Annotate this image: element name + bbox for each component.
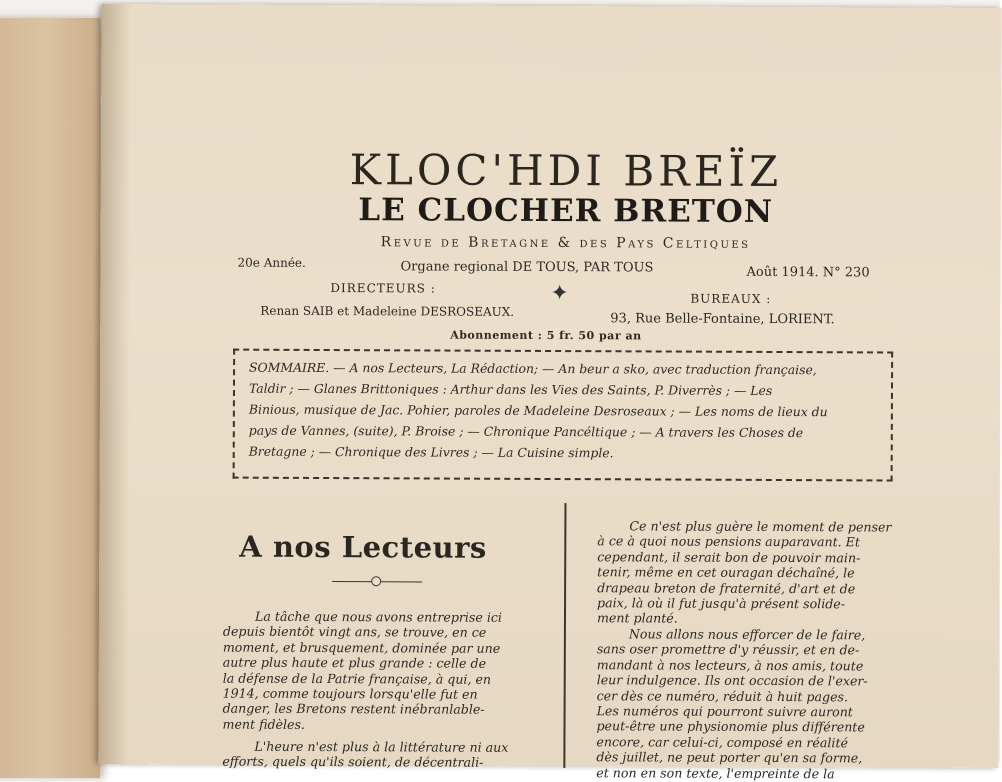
text-line: dès juillet, ne peut porter qu'en sa forme, (596, 749, 863, 766)
text-line: cependant, il serait bon de pouvoir main- (597, 549, 861, 566)
text-line: ment planté. (596, 610, 678, 626)
masthead-revue-line: Revue de Bretagne & des Pays Celtiques (380, 234, 751, 252)
right-column-paragraph-1 (597, 518, 907, 627)
text-line: drapeau breton de fraternité, d'art et de (597, 579, 856, 596)
bureaux-address: 93, Rue Belle-Fontaine, LORIENT. (610, 311, 835, 328)
text-line: Les numéros qui pourront suivre auront (596, 703, 853, 720)
text-line: mandant à nos lecteurs, à nos amis, toute (596, 657, 864, 674)
masthead-subtitle: LE CLOCHER BRETON (358, 192, 774, 230)
text-line: tenir, même en cet ouragan déchaîné, le (597, 564, 855, 581)
text-line: efforts, quels qu'ils soient, de décentrali- (222, 753, 484, 771)
text-line: Nous allons nous efforcer de le faire, (628, 626, 866, 643)
left-column-paragraph-2 (222, 739, 532, 771)
masthead-title: KLOC'HDI BREÏZ (349, 145, 783, 197)
text-line: danger, les Bretons restent inébranlable- (222, 701, 485, 718)
year-label: 20e Année. (237, 255, 306, 270)
right-column-paragraph-2 (596, 626, 907, 781)
text-line: moment, et brusquement, dominée par une (222, 639, 501, 656)
text-line: paix, là où il fut jusqu'à présent solide- (597, 595, 846, 612)
sommaire-line: SOMMAIRE. — A nos Lecteurs, La Rédaction; — An beur a sko, avec traduction française, (249, 359, 817, 378)
text-line: depuis bientôt vingt ans, se trouve, en ce (222, 623, 487, 641)
text-line: leur indulgence. Ils ont occasion de l'exer- (596, 672, 868, 689)
text-line: Ce n'est plus guère le moment de penser (629, 518, 892, 535)
sommaire-line: Binious, musique de Jac. Pohier, paroles de Madeleine Desroseaux ; — Les noms de lieux du (248, 401, 828, 420)
star-ornament-icon: ✦ (550, 281, 569, 307)
heading-ornament-icon (371, 576, 381, 586)
organe-line: Organe regional DE TOUS, PAR TOUS (400, 259, 654, 276)
directeurs-names: Renan SAIB et Madeleine DESROSEAUX. (260, 303, 515, 319)
text-line: peut-être une physionomie plus différente (596, 718, 865, 735)
left-column-paragraph-1 (222, 609, 533, 734)
gutter-shadow (98, 4, 131, 764)
sommaire-line: Bretagne ; — Chronique des Livres ; — La Cuisine simple. (248, 443, 614, 461)
sommaire-line: Taldir ; — Glanes Brittoniques : Arthur dans les Vies des Saints, P. Diverrès ; — Les (248, 380, 773, 398)
column-divider (563, 503, 566, 768)
article-heading: A nos Lecteurs (239, 529, 487, 565)
text-line: et non en son texte, l'empreinte de la (596, 764, 835, 781)
text-line: sans oser promettre d'y réussir, et en de- (596, 641, 860, 658)
text-line: cer dès ce numéro, réduit à huit pages. (596, 687, 849, 704)
left-page-edge (0, 18, 100, 778)
text-line: La tâche que nous avons entreprise ici (254, 608, 503, 625)
text-line: autre plus haute et plus grande : celle de (222, 654, 487, 671)
text-line: 1914, comme toujours lorsqu'elle fut en (222, 685, 478, 702)
directeurs-label: DIRECTEURS : (330, 281, 436, 296)
subscription-line: Abonnement : 5 fr. 50 par an (450, 328, 642, 343)
issue-date: Août 1914. N° 230 (746, 264, 870, 281)
text-line: la défense de la Patrie française, à qui, en (222, 670, 492, 687)
text-line: L'heure n'est plus à la littérature ni aux (254, 738, 509, 755)
text-line: à ce à quoi nous pensions auparavant. Et (597, 533, 860, 550)
bureaux-label: BUREAUX : (690, 291, 772, 306)
text-line: encore, car celui-ci, composé en réalité (596, 734, 849, 751)
sommaire-line: pays de Vannes, (suite), P. Broise ; — Chronique Pancéltique ; — A travers les Choses de (248, 422, 804, 441)
sommaire-box (233, 349, 894, 482)
magazine-page (98, 4, 1001, 781)
text-line: ment fidèles. (222, 716, 305, 732)
